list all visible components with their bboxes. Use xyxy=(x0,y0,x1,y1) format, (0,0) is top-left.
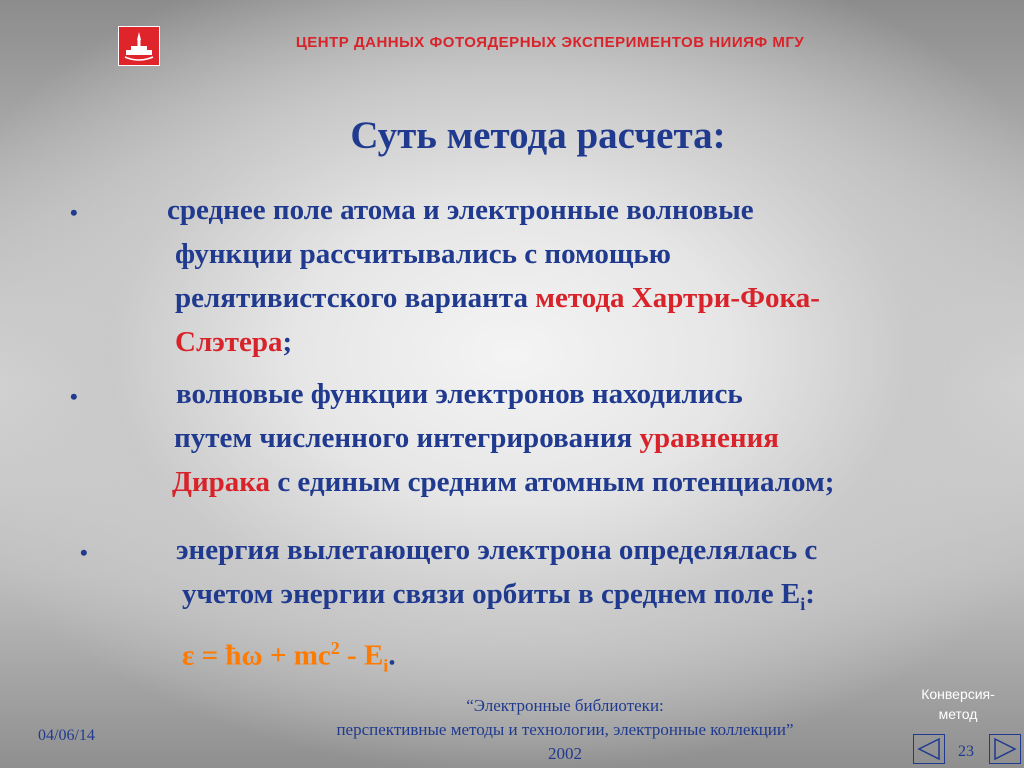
next-slide-button[interactable] xyxy=(989,734,1021,764)
prev-slide-button[interactable] xyxy=(913,734,945,764)
bullet-1-line-4: Слэтера; xyxy=(175,326,293,358)
energy-formula: ε = ħω + $mc^2 - E_i$. xyxy=(182,637,396,676)
conversion-method-link[interactable] xyxy=(903,684,1013,724)
triangle-right-icon xyxy=(990,735,1020,763)
footer-citation-line-1: “Электронные библиотеки: xyxy=(466,696,664,715)
page-number: 23 xyxy=(958,743,974,760)
bullet-2 xyxy=(172,372,835,504)
bullet-1-line-2: функции рассчитывались с помощью xyxy=(175,238,671,270)
bullet-marker: • xyxy=(80,540,88,565)
bullet-3 xyxy=(176,528,817,687)
footer-date: 04/06/14 xyxy=(38,727,95,744)
bullet-3-line-2: учетом энергии связи орбиты в среднем поле $E_i$: xyxy=(182,578,815,614)
footer-citation-line-3: 2002 xyxy=(548,744,582,763)
bullet-2-line-2: путем численного интегрирования уравнения xyxy=(174,422,779,454)
bullet-1-line-3: релятивистского варианта метода Хартри-Фока- xyxy=(175,282,820,314)
bullet-2-line-1: волновые функции электронов находились xyxy=(176,378,743,410)
header-title: ЦЕНТР ДАННЫХ ФОТОЯДЕРНЫХ ЭКСПЕРИМЕНТОВ НИИЯФ МГУ xyxy=(295,34,805,51)
msu-logo-icon xyxy=(118,26,160,66)
bullet-marker: • xyxy=(70,384,78,409)
bullet-3-line-1: энергия вылетающего электрона определялась с xyxy=(176,534,818,566)
triangle-left-icon xyxy=(914,735,944,763)
bullet-marker: • xyxy=(70,200,78,225)
conversion-link-line-2: метод xyxy=(938,706,978,722)
bullet-2-line-3: Дирака с единым средним атомным потенциалом; xyxy=(172,466,835,498)
bullet-1 xyxy=(167,188,820,364)
footer-citation-line-2: перспективные методы и технологии, электронные коллекции” xyxy=(336,720,794,739)
slide-title: Суть метода расчета: xyxy=(350,114,726,157)
bullet-1-line-1: среднее поле атома и электронные волновые xyxy=(167,194,754,226)
footer-citation xyxy=(240,694,890,766)
conversion-link-line-1: Конверсия- xyxy=(921,686,995,702)
